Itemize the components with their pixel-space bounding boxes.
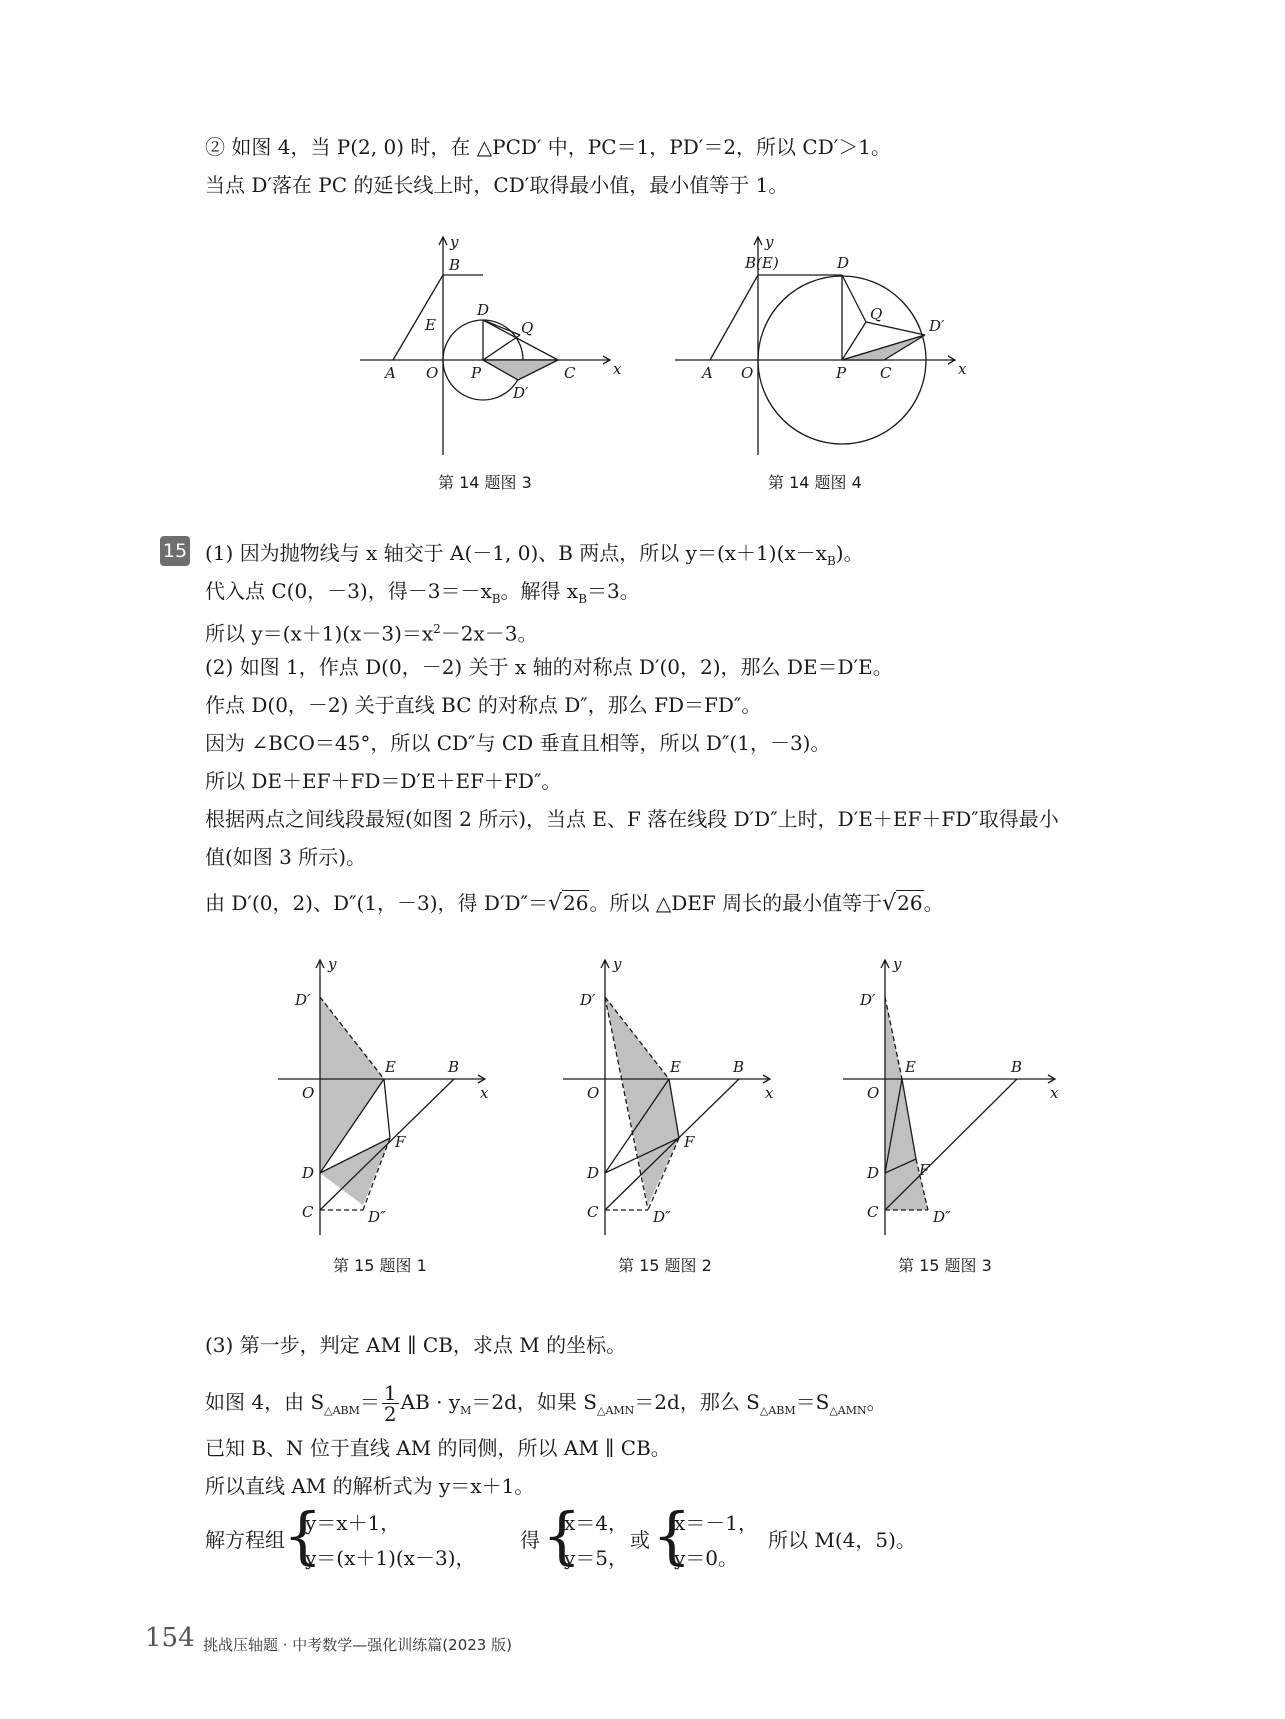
fig15-2-label-Dprime: D′ — [580, 991, 596, 1009]
text-line-13: (3) 第一步，判定 AM ∥ CB，求点 M 的坐标。 — [205, 1333, 627, 1357]
fig14-3-label-E: E — [425, 316, 436, 334]
text-line-11: 值(如图 3 所示)。 — [205, 845, 367, 869]
fig15-3-label-F: F — [919, 1161, 930, 1179]
text-line-12: 由 D′(0，2)、D″(1，－3)，得 D′D″＝√26。所以 △DEF 周长的最小值等于√26。 — [205, 891, 944, 916]
system2-row1: x＝4， — [564, 1511, 629, 1535]
text-line-17-de: 得 — [520, 1528, 540, 1552]
fig14-4-label-A: A — [702, 364, 713, 382]
fig14-4-label-BE: B(E) — [745, 254, 779, 272]
caption-15-2: 第 15 题图 2 — [618, 1256, 712, 1275]
text-line-15: 已知 B、N 位于直线 AM 的同侧，所以 AM ∥ CB。 — [205, 1436, 671, 1460]
text-line-3: (1) 因为抛物线与 x 轴交于 A(－1, 0)、B 两点，所以 $y=(x+1)(x-x_B)$。 — [205, 541, 864, 568]
figure-15-3 — [845, 955, 1075, 1240]
sqrt-expression: √26 — [548, 891, 589, 916]
system2-row2: y＝5， — [564, 1546, 629, 1570]
fig14-3-label-Dprime: D′ — [513, 384, 529, 402]
fig15-1-label-O: O — [302, 1084, 315, 1102]
fig14-3-label-C: C — [564, 364, 576, 382]
fig14-4-label-Q: Q — [870, 305, 883, 323]
fig15-1-label-E: E — [385, 1058, 396, 1076]
fig14-4-label-D: D — [837, 254, 850, 272]
fig15-1-label-y: y — [328, 955, 337, 973]
fig15-3-label-C: C — [867, 1203, 879, 1221]
fig15-2-label-B: B — [733, 1058, 745, 1076]
fig15-2-label-Dpp: D″ — [653, 1208, 671, 1226]
system1-row1: y＝x＋1， — [305, 1511, 401, 1535]
fig14-3-label-O: O — [426, 364, 439, 382]
fig15-1-label-Dpp: D″ — [368, 1208, 386, 1226]
page-number: 154 — [145, 1623, 195, 1653]
text-line-4: 代入点 C(0，－3)，得$-3=-x_B$。解得 $x_B=3$。 — [205, 579, 640, 606]
text-line-6: (2) 如图 1，作点 D(0，－2) 关于 x 轴的对称点 D′(0，2)，那么 DE＝D′E。 — [205, 655, 893, 679]
fig15-3-label-y: y — [893, 955, 902, 973]
fig15-2-label-D: D — [587, 1164, 600, 1182]
fig14-4-label-O: O — [741, 364, 754, 382]
text-line-10: 根据两点之间线段最短(如图 2 所示)，当点 E、F 落在线段 D′D″上时，D′E＋EF＋FD″取得最小 — [205, 807, 1059, 831]
fig14-4-label-y: y — [765, 233, 774, 251]
fig14-3-label-y: y — [450, 233, 459, 251]
fig15-1-label-Dprime: D′ — [295, 991, 311, 1009]
fig14-4-label-C: C — [880, 364, 892, 382]
brace-2: { — [542, 1499, 582, 1572]
text-line-16: 所以直线 AM 的解析式为 y＝x＋1。 — [205, 1474, 535, 1498]
system3-row2: y＝0。 — [674, 1546, 739, 1570]
fig15-3-label-Dpp: D″ — [933, 1208, 951, 1226]
fig15-2-label-y: y — [613, 955, 622, 973]
fig15-3-label-O: O — [867, 1084, 880, 1102]
fig15-1-label-x: x — [480, 1084, 489, 1102]
fig14-3-label-Q: Q — [521, 319, 534, 337]
fig15-3-label-x: x — [1050, 1084, 1059, 1102]
sqrt-expression-2: √26 — [882, 891, 923, 916]
text-line-17-label: 解方程组 — [205, 1528, 285, 1552]
system3-row1: x＝－1， — [674, 1511, 759, 1535]
question-number-badge: 15 — [160, 536, 190, 566]
fig14-4-label-x: x — [958, 360, 967, 378]
text-line-5: 所以 $y=(x+1)(x-3)=x^2-2x-3$。 — [205, 621, 538, 646]
fig14-3-label-D: D — [477, 301, 490, 319]
figure-15-2 — [565, 955, 795, 1240]
fig15-3-label-D: D — [867, 1164, 880, 1182]
caption-14-3: 第 14 题图 3 — [438, 473, 532, 492]
fig14-3-label-P: P — [471, 364, 482, 382]
fraction-one-half: $\frac{1}{2}$ — [383, 1381, 397, 1426]
caption-15-1: 第 15 题图 1 — [333, 1256, 427, 1275]
fig14-3-label-B: B — [449, 256, 461, 274]
fig15-1-label-D: D — [302, 1164, 315, 1182]
figure-15-1 — [280, 955, 510, 1240]
caption-15-3: 第 15 题图 3 — [898, 1256, 992, 1275]
fig15-2-label-E: E — [670, 1058, 681, 1076]
text-line-2: 当点 D′落在 PC 的延长线上时，CD′取得最小值，最小值等于 1。 — [205, 173, 789, 197]
fig14-3-label-x: x — [613, 360, 622, 378]
fig15-2-label-O: O — [587, 1084, 600, 1102]
figure-14-3 — [365, 235, 635, 465]
text-line-17-end: 所以 M(4，5)。 — [768, 1528, 916, 1552]
text-line-7: 作点 D(0，－2) 关于直线 BC 的对称点 D″，那么 FD＝FD″。 — [205, 693, 762, 717]
system1-row2: y＝(x＋1)(x－3)， — [305, 1546, 476, 1570]
book-title: 挑战压轴题 · 中考数学—强化训练篇(2023 版) — [203, 1636, 512, 1654]
fig15-1-label-C: C — [302, 1203, 314, 1221]
fig15-2-label-x: x — [765, 1084, 774, 1102]
text-line-1: ② 如图 4，当 P(2, 0) 时，在 △PCD′ 中，PC＝1，PD′＝2，所以 CD′＞1。 — [205, 135, 892, 159]
fig15-3-label-E: E — [905, 1058, 916, 1076]
text-line-9: 所以 DE＋EF＋FD＝D′E＋EF＋FD″。 — [205, 769, 562, 793]
fig14-4-label-Dprime: D′ — [929, 317, 945, 335]
fig15-3-label-Dprime: D′ — [860, 991, 876, 1009]
caption-14-4: 第 14 题图 4 — [768, 473, 862, 492]
text-line-17-or: 或 — [630, 1528, 650, 1552]
fig15-2-label-F: F — [684, 1133, 695, 1151]
fig15-2-label-C: C — [587, 1203, 599, 1221]
text-line-14: 如图 4，由 $S_{\triangle ABM}=$ $\frac{1}{2}$ AB · $y_M=2d$，如果 $S_{\triangle AMN}=2d$，那么 $S_{\triangle ABM}=S_{\triangle AMN}$。 — [205, 1381, 887, 1426]
figure-14-4 — [680, 235, 970, 465]
fig15-1-label-B: B — [448, 1058, 460, 1076]
fig15-3-label-B: B — [1011, 1058, 1023, 1076]
brace-3: { — [652, 1499, 692, 1572]
fig14-4-label-P: P — [836, 364, 847, 382]
brace-1: { — [283, 1499, 323, 1572]
fig14-3-label-A: A — [385, 364, 396, 382]
fig15-1-label-F: F — [395, 1133, 406, 1151]
text-line-8: 因为 ∠BCO＝45°，所以 CD″与 CD 垂直且相等，所以 D″(1，－3)。 — [205, 731, 831, 755]
